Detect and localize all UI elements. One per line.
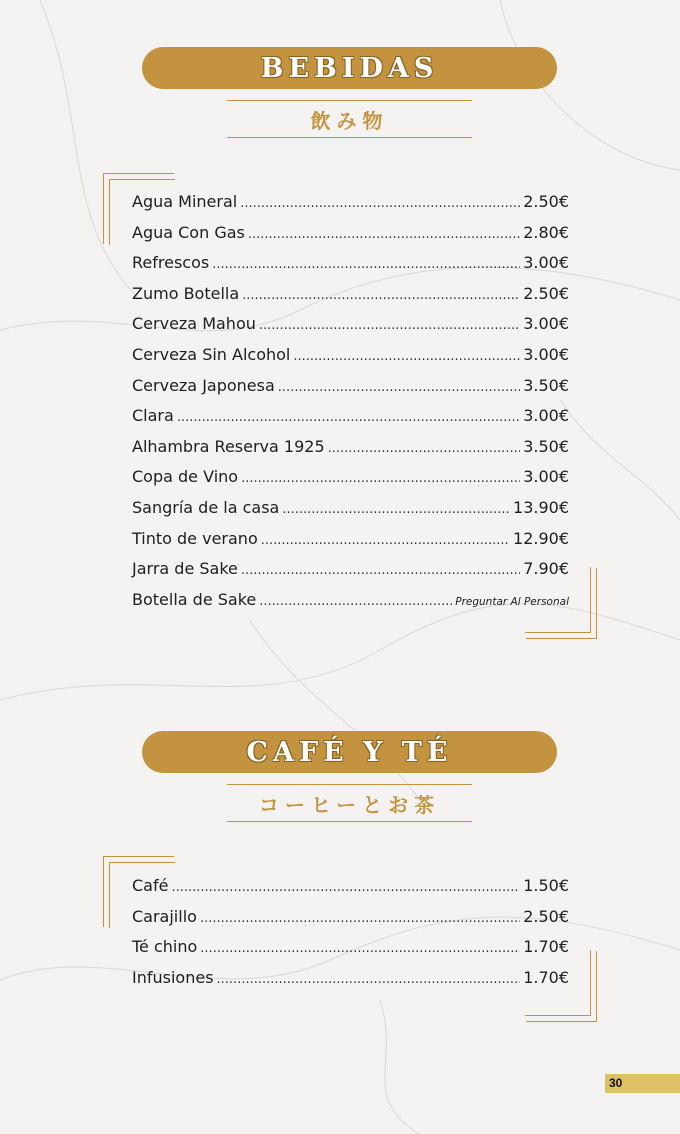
menu-item [132, 437, 569, 468]
item-price: 13.90€ [513, 497, 569, 517]
menu-item [132, 498, 569, 529]
section-title-cafe-y-te: CAFÉ Y TÉ [142, 731, 557, 773]
item-price: 3.50€ [523, 375, 569, 395]
dot-leader [328, 441, 521, 456]
item-price: 1.70€ [523, 937, 569, 957]
item-name: Tinto de verano [132, 528, 258, 548]
item-name: Alhambra Reserva 1925 [132, 436, 325, 456]
menu-item [132, 907, 569, 938]
item-name: Copa de Vino [132, 467, 239, 487]
dot-leader [171, 880, 520, 895]
menu-item [132, 406, 569, 437]
menu-item [132, 253, 569, 284]
item-price: 2.80€ [523, 222, 569, 242]
menu-item [132, 559, 569, 590]
dot-leader [248, 227, 520, 242]
dot-leader [212, 257, 520, 272]
item-name: Café [132, 876, 169, 895]
item-name: Cerveza Sin Alcohol [132, 344, 291, 364]
item-name: Zumo Botella [132, 283, 240, 303]
dot-leader [278, 380, 520, 395]
item-name: Botella de Sake [132, 589, 257, 609]
menu-list-bebidas [132, 192, 569, 620]
dot-leader [200, 941, 520, 956]
dot-leader [200, 911, 520, 926]
item-price: 1.70€ [523, 967, 569, 987]
dot-leader [241, 471, 520, 486]
menu-item [132, 314, 569, 345]
item-price: 2.50€ [523, 283, 569, 303]
item-price: 2.50€ [523, 192, 569, 211]
item-price: 3.00€ [523, 314, 569, 334]
menu-item [132, 876, 569, 907]
item-price: 1.50€ [523, 876, 569, 895]
dot-leader [241, 563, 520, 578]
menu-item [132, 223, 569, 254]
item-name: Jarra de Sake [132, 559, 238, 579]
item-price: 3.00€ [523, 467, 569, 487]
menu-item [132, 968, 569, 999]
section-subtitle-cafe-y-te: コーヒーとお茶 [227, 784, 472, 822]
dot-leader [261, 533, 510, 548]
item-price: 3.00€ [523, 406, 569, 426]
item-price: 3.00€ [523, 344, 569, 364]
section-title-bebidas: BEBIDAS [142, 47, 557, 89]
item-name: Sangría de la casa [132, 497, 280, 517]
section-subtitle-bebidas: 飲み物 [227, 100, 472, 138]
item-price: 3.50€ [523, 436, 569, 456]
item-name: Cerveza Mahou [132, 314, 256, 334]
menu-item [132, 529, 569, 560]
menu-item [132, 937, 569, 968]
menu-item [132, 590, 569, 621]
dot-leader [259, 318, 520, 333]
item-price: 7.90€ [523, 559, 569, 579]
dot-leader [240, 196, 520, 211]
item-price: 12.90€ [513, 528, 569, 548]
menu-list-cafe-y-te [132, 876, 569, 998]
menu-item [132, 345, 569, 376]
item-name: Refrescos [132, 253, 210, 273]
item-name: Té chino [132, 937, 198, 957]
menu-item [132, 284, 569, 315]
menu-item [132, 192, 569, 223]
dot-leader [242, 288, 520, 303]
dot-leader [177, 410, 520, 425]
item-price: 3.00€ [523, 253, 569, 273]
item-name: Carajillo [132, 906, 197, 926]
dot-leader [282, 502, 510, 517]
dot-leader [259, 594, 452, 609]
item-name: Agua Mineral [132, 192, 238, 211]
dot-leader [217, 972, 521, 987]
item-name: Infusiones [132, 967, 214, 987]
menu-item [132, 376, 569, 407]
item-name: Clara [132, 406, 174, 426]
page-number: 30 [605, 1074, 680, 1093]
dot-leader [293, 349, 520, 364]
menu-item [132, 467, 569, 498]
item-name: Cerveza Japonesa [132, 375, 275, 395]
item-price-note: Preguntar Al Personal [455, 595, 569, 608]
item-price: 2.50€ [523, 906, 569, 926]
item-name: Agua Con Gas [132, 222, 245, 242]
